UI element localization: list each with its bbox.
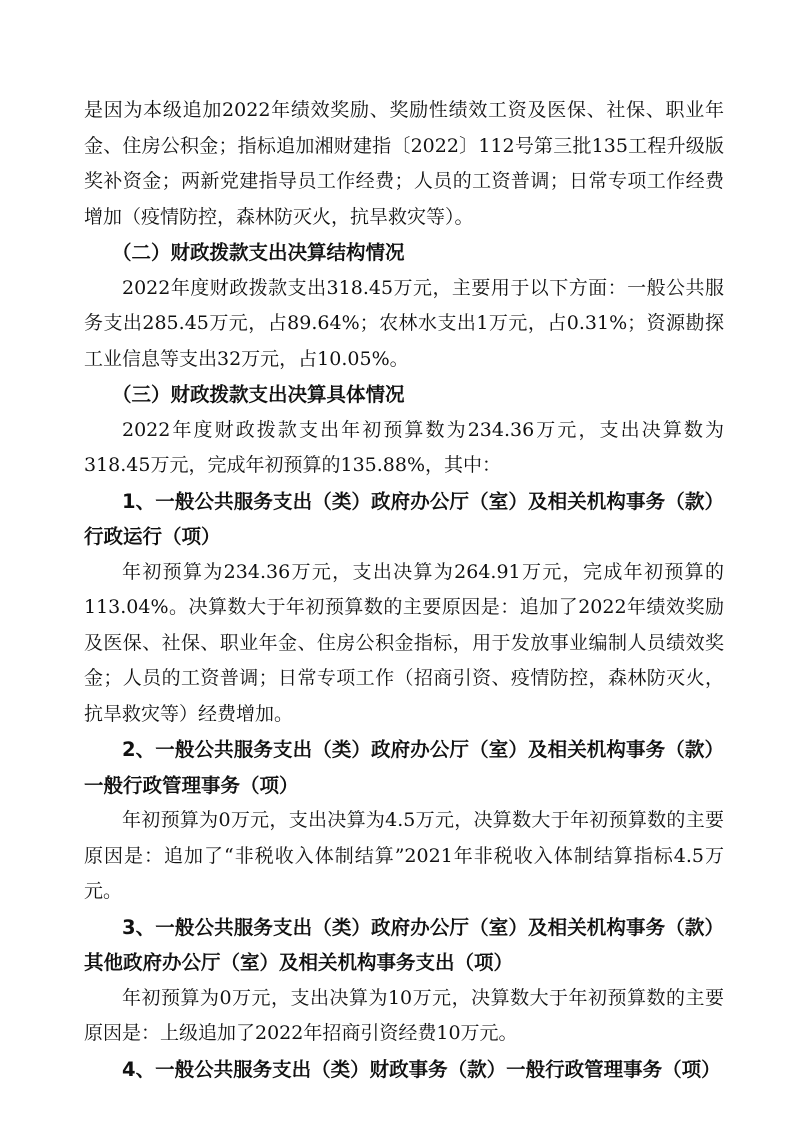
body-paragraph: 是因为本级追加2022年绩效奖励、奖励性绩效工资及医保、社保、职业年金、住房公积金；指标追加湘财建指〔2022〕112号第三批135工程升级版奖补资金；两新党建指导员工作经费；人员的工资普调；日常专项工作经费增加（疫情防控，森林防灭火，抗旱救灾等）。 <box>84 99 724 228</box>
item-heading: 3、一般公共服务支出（类）政府办公厅（室）及相关机构事务（款）其他政府办公厅（室）及相关机构事务支出（项） <box>84 915 724 974</box>
section-heading: （三）财政拨款支出决算具体情况 <box>112 383 405 406</box>
body-paragraph: 年初预算为0万元，支出决算为10万元，决算数大于年初预算数的主要原因是：上级追加了2022年招商引资经费10万元。 <box>84 986 724 1044</box>
body-paragraph: 2022年度财政拨款支出年初预算数为234.36万元，支出决算数为318.45万元，完成年初预算的135.88%，其中： <box>84 418 724 476</box>
section-heading: （二）财政拨款支出决算结构情况 <box>112 241 405 264</box>
item-heading: 1、一般公共服务支出（类）政府办公厅（室）及相关机构事务（款）行政运行（项） <box>84 489 724 548</box>
body-paragraph: 年初预算为0万元，支出决算为4.5万元，决算数大于年初预算数的主要原因是：追加了“非税收入体制结算”2021年非税收入体制结算指标4.5万元。 <box>84 809 724 902</box>
body-paragraph: 2022年度财政拨款支出318.45万元，主要用于以下方面：一般公共服务支出285.45万元，占89.64%；农林水支出1万元，占0.31%；资源勘探工业信息等支出32万元，占10.05%。 <box>84 276 724 370</box>
item-heading: 2、一般公共服务支出（类）政府办公厅（室）及相关机构事务（款）一般行政管理事务（项） <box>84 738 724 797</box>
document-page <box>84 93 724 1087</box>
body-paragraph: 年初预算为234.36万元，支出决算为264.91万元，完成年初预算的113.04%。决算数大于年初预算数的主要原因是：追加了2022年绩效奖励及医保、社保、职业年金、住房公积金指标，用于发放事业编制人员绩效奖金；人员的工资普调；日常专项工作（招商引资、疫情防控，森林防灭火，抗旱救灾等）经费增加。 <box>84 560 724 725</box>
item-heading: 4、一般公共服务支出（类）财政事务（款）一般行政管理事务（项） <box>122 1057 721 1081</box>
